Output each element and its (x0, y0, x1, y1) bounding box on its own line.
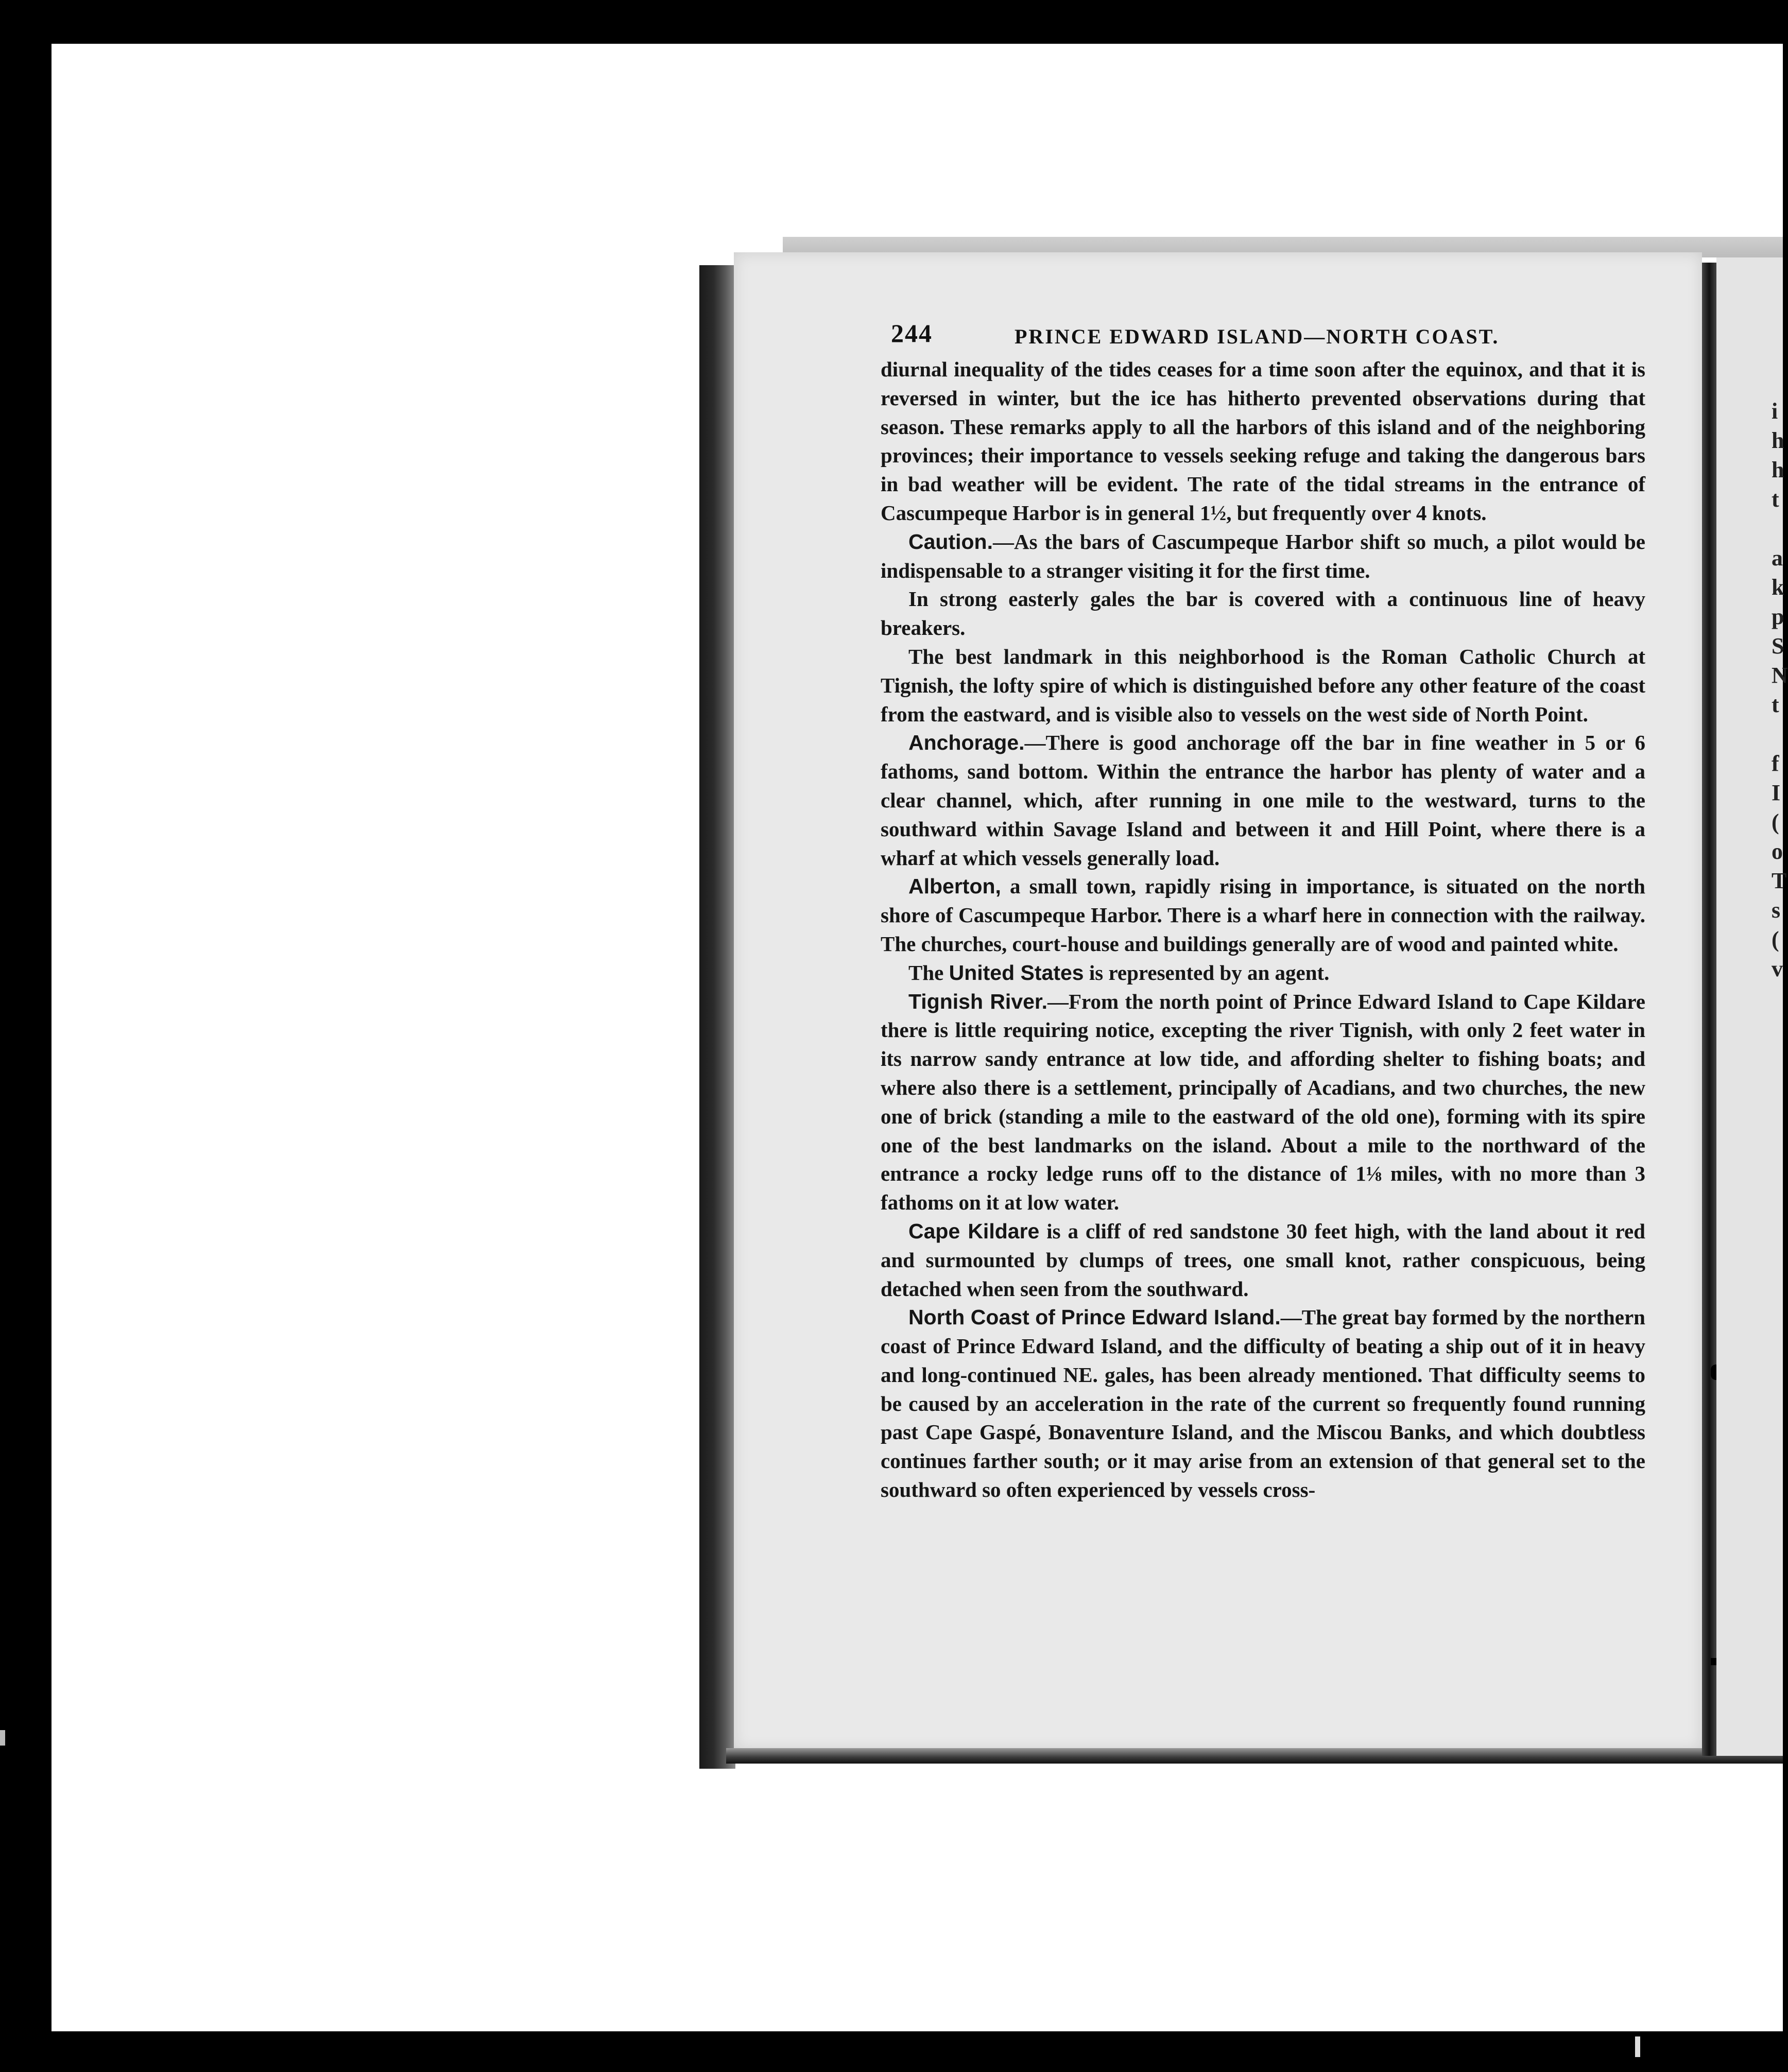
paragraph (881, 643, 1645, 729)
book-spine-edge (699, 265, 735, 1769)
right-page-letter (1772, 514, 1783, 543)
right-page-letter: S (1772, 633, 1784, 659)
paragraph-text: diurnal inequality of the tides ceases for a time soon after the equinox, and that it is reversed in winter, but the ice has hitherto prevented observations during that season. These remarks apply to all the harbors of this island and of the neighboring provinces; their importance to vessels seeking refuge and taking the dangerous bars in bad weather will be evident. The rate of the tidal streams in the entrance of Cascumpeque Harbor is in general 1½, but frequently over 4 knots. (881, 357, 1645, 525)
body-text (881, 355, 1645, 1505)
right-page-letter: N (1772, 663, 1788, 688)
paragraph (881, 959, 1645, 988)
paragraph (881, 355, 1645, 528)
paragraph-lead-prefix: The (908, 960, 949, 985)
right-page-letter: I (1772, 780, 1781, 805)
right-page-letter: p (1772, 604, 1784, 629)
right-page-letter: t (1772, 692, 1779, 717)
right-page-letter: i (1772, 399, 1778, 424)
paragraph-heading: United States (949, 960, 1084, 985)
scan-edge-mark (1635, 2036, 1640, 2057)
paragraph (881, 528, 1645, 585)
paragraph-heading: Tignish River. (908, 989, 1048, 1013)
paragraph-heading: Caution. (908, 529, 993, 554)
paragraph-text: is a cliff of red sandstone 30 feet high, with the land about it red and surmounted by clumps of trees, one small knot, rather conspicuous, being detached when seen from the southward. (881, 1219, 1645, 1301)
paragraph (881, 1303, 1645, 1505)
right-page-letter: f (1772, 751, 1779, 776)
book-bottom-edge (726, 1748, 1783, 1764)
paragraph-heading: Anchorage. (908, 731, 1025, 755)
paragraph-text: —There is good anchorage off the bar in fine weather in 5 or 6 fathoms, sand bottom. Within the entrance the harbor has plenty of water and a clear channel, which, after running in one mile to the westward, turns to the southward within Savage Island and between it and Hill Point, where there is a wharf at which vessels generally load. (881, 731, 1645, 870)
right-page-letter: h (1772, 457, 1784, 482)
page-number: 244 (891, 319, 933, 348)
paragraph (881, 872, 1645, 958)
paragraph-text: is represented by an agent. (1084, 960, 1330, 985)
right-page-letter: ( (1772, 809, 1779, 835)
paragraph-heading: Alberton, (908, 874, 1001, 899)
paragraph-heading: Cape Kildare (908, 1219, 1040, 1243)
paragraph-text: —As the bars of Cascumpeque Harbor shift so much, a pilot would be indispensable to a stranger visiting it for the first time. (881, 529, 1645, 582)
right-page-letter: h (1772, 428, 1784, 453)
paragraph (881, 988, 1645, 1217)
paragraph-text: In strong easterly gales the bar is covered with a continuous line of heavy breakers. (881, 587, 1645, 640)
right-page-letter: v (1772, 956, 1783, 981)
right-page-letter: ( (1772, 927, 1779, 952)
right-page-letter: s (1772, 897, 1781, 923)
right-page-letter (1772, 719, 1783, 749)
paragraph-text: a small town, rapidly rising in importance, is situated on the north shore of Cascumpeque Harbor. There is a wharf here in connection with the railway. The churches, court-house and buildings generally are of wood and painted white. (881, 874, 1645, 956)
right-page-letter: a (1772, 545, 1783, 571)
paragraph-heading: North Coast of Prince Edward Island. (908, 1305, 1281, 1329)
right-page-fragments (1772, 396, 1788, 983)
paragraph-text: The best landmark in this neighborhood is the Roman Catholic Church at Tignish, the lofty spire of which is distinguished before any other feature of the coast from the eastward, and is visible also to vessels on the west side of North Point. (881, 644, 1645, 726)
page-header-title: PRINCE EDWARD ISLAND—NORTH COAST. (1015, 325, 1500, 348)
right-page-letter: t (1772, 487, 1779, 512)
paragraph (881, 585, 1645, 643)
book-gutter (1702, 263, 1716, 1756)
right-page-letter: o (1772, 839, 1783, 864)
paragraph (881, 729, 1645, 872)
paragraph-text: —The great bay formed by the northern coast of Prince Edward Island, and the difficulty of beating a ship out of it in heavy and long-continued NE. gales, has been already mentioned. That difficulty seems to be caused by an acceleration in the rate of the current so frequently found running past Cape Gaspé, Bonaventure Island, and the Miscou Banks, and which doubtless continues farther south; or it may arise from an extension of that general set to the southward so often experienced by vessels cross- (881, 1305, 1645, 1502)
paragraph-text: —From the north point of Prince Edward Island to Cape Kildare there is little requiring notice, excepting the river Tignish, with only 2 feet water in its narrow sandy entrance at low tide, and affording shelter to fishing boats; and where also there is a settlement, principally of Acadians, and two churches, the new one of brick (standing a mile to the eastward of the old one), forming with its spire one of the best landmarks on the island. About a mile to the northward of the entrance a rocky ledge runs off to the distance of 1⅛ miles, with no more than 3 fathoms on it at low water. (881, 989, 1645, 1215)
right-page-letter: T (1772, 868, 1787, 893)
right-page-letter: k (1772, 575, 1784, 600)
paragraph (881, 1217, 1645, 1303)
scan-edge-mark (0, 1730, 5, 1746)
running-head (891, 318, 1519, 354)
